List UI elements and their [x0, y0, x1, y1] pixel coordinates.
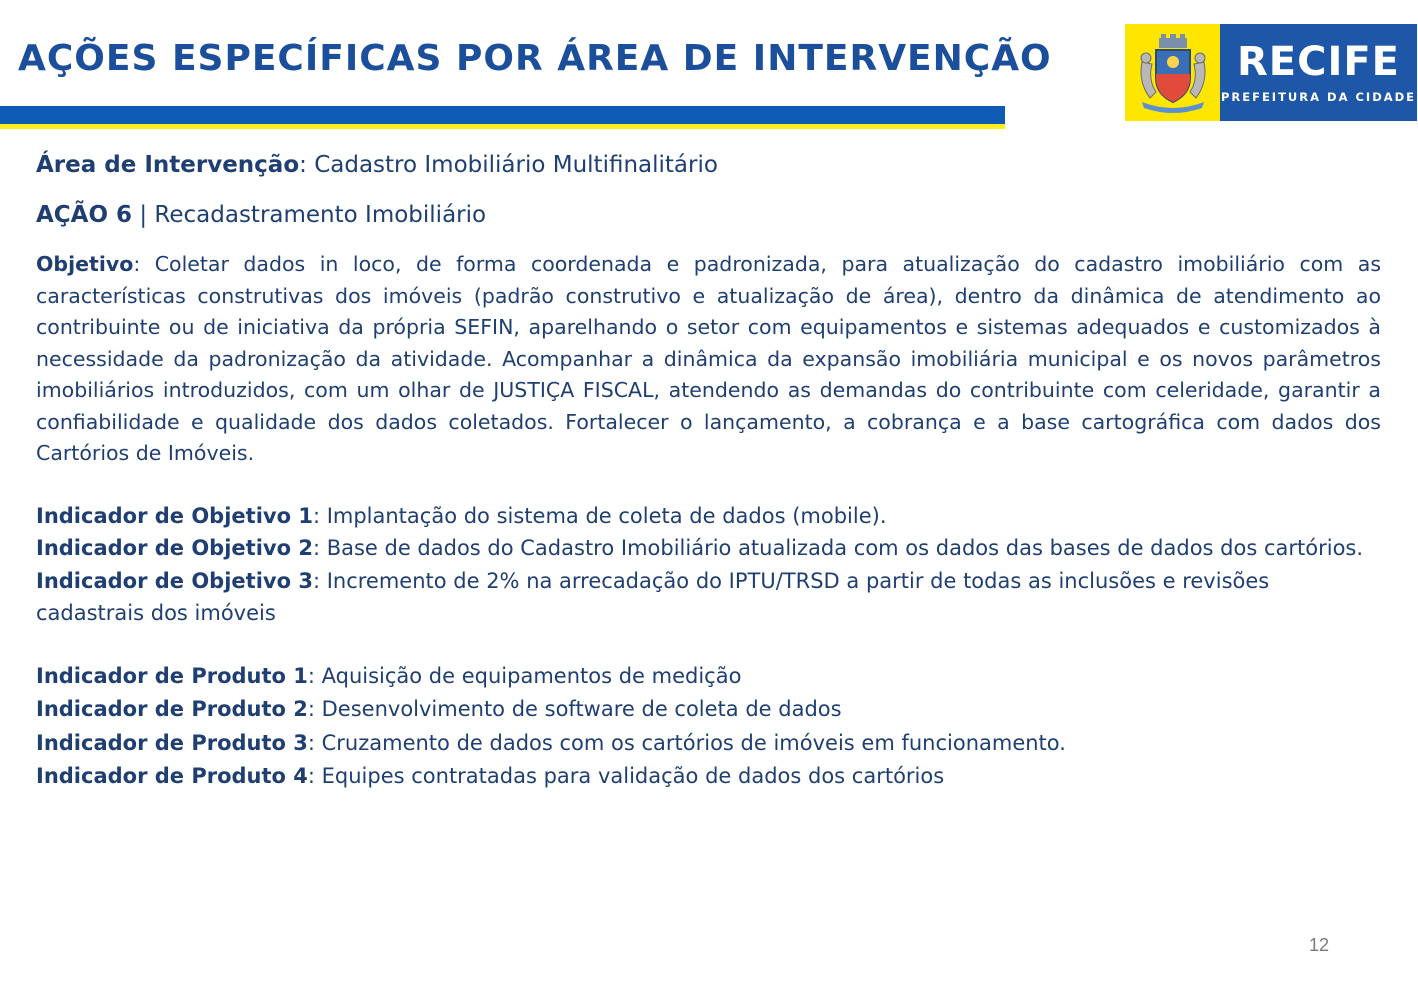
indicador-produto-4	[36, 760, 1381, 794]
indicadores-objetivo	[36, 500, 1381, 630]
indicador-text: : Implantação do sistema de coleta de dados (mobile).	[312, 503, 887, 528]
header-blue-bar	[0, 106, 1005, 124]
indicador-label: Indicador de Produto 4	[36, 764, 308, 788]
objetivo-paragraph	[36, 249, 1381, 470]
area-label: Área de Intervenção	[36, 152, 300, 178]
indicador-label: Indicador de Produto 1	[36, 663, 308, 688]
indicador-text: : Desenvolvimento de software de coleta de dados	[307, 697, 842, 721]
indicador-text: : Base de dados do Cadastro Imobiliário atualizada com os dados das bases de dados dos cartórios.	[312, 536, 1364, 560]
header-yellow-bar	[0, 124, 1005, 129]
indicador-produto-1	[36, 660, 1381, 694]
logo-text-block	[1220, 24, 1417, 121]
indicador-text: : Incremento de 2% na arrecadação do IPTU/TRSD a partir de todas as inclusões e revisões cadastrais dos imóveis	[36, 568, 1270, 625]
acao-label: AÇÃO 6	[36, 201, 133, 228]
indicador-objetivo-2	[36, 532, 1381, 565]
indicador-label: Indicador de Produto 2	[36, 697, 308, 721]
page-title: AÇÕES ESPECÍFICAS POR ÁREA DE INTERVENÇÃO	[18, 38, 1052, 79]
page-number: 12	[1309, 935, 1330, 955]
indicador-produto-2	[36, 693, 1381, 727]
indicador-label: Indicador de Objetivo 2	[36, 536, 313, 560]
objetivo-label: Objetivo	[36, 252, 134, 276]
indicador-label: Indicador de Objetivo 1	[36, 503, 313, 528]
indicador-text: : Aquisição de equipamentos de medição	[307, 663, 742, 688]
indicador-objetivo-3	[36, 565, 1381, 630]
area-value: : Cadastro Imobiliário Multifinalitário	[299, 152, 718, 178]
coat-of-arms-icon	[1125, 24, 1220, 121]
recife-logo	[1125, 24, 1417, 121]
indicadores-produto	[36, 660, 1381, 794]
objetivo-text: : Coletar dados in loco, de forma coordenada e padronizada, para atualização do cadastro imobiliário com as características construtivas dos imóveis (padrão construtivo e atualização de área), dentro da dinâmica de atendimento ao contribuinte ou de iniciativa da própria SEFIN, aparelhando o setor com equipamentos e sistemas adequados e customizados à necessidade da padronização da atividade. Acompanhar a dinâmica da expansão imobiliária municipal e os novos parâmetros imobiliários introduzidos, com um olhar de JUSTIÇA FISCAL, atendendo as demandas do contribuinte com celeridade, garantir a confiabilidade e qualidade dos dados coletados. Fortalecer o lançamento, a cobrança e a base cartográfica com dados dos Cartórios de Imóveis.	[36, 252, 1381, 465]
indicador-objetivo-1	[36, 500, 1381, 533]
content	[36, 150, 1381, 794]
logo-subtitle: PREFEITURA DA CIDADE	[1220, 89, 1417, 104]
indicador-label: Indicador de Produto 3	[36, 730, 308, 755]
logo-name: RECIFE	[1236, 38, 1400, 85]
area-line	[36, 150, 1381, 182]
acao-value: | Recadastramento Imobiliário	[132, 201, 487, 228]
indicador-text: : Cruzamento de dados com os cartórios de imóveis em funcionamento.	[307, 730, 1066, 755]
acao-line	[36, 200, 1381, 232]
indicador-text: : Equipes contratadas para validação de dados dos cartórios	[307, 764, 945, 788]
indicador-label: Indicador de Objetivo 3	[36, 568, 313, 593]
indicador-produto-3	[36, 727, 1381, 761]
